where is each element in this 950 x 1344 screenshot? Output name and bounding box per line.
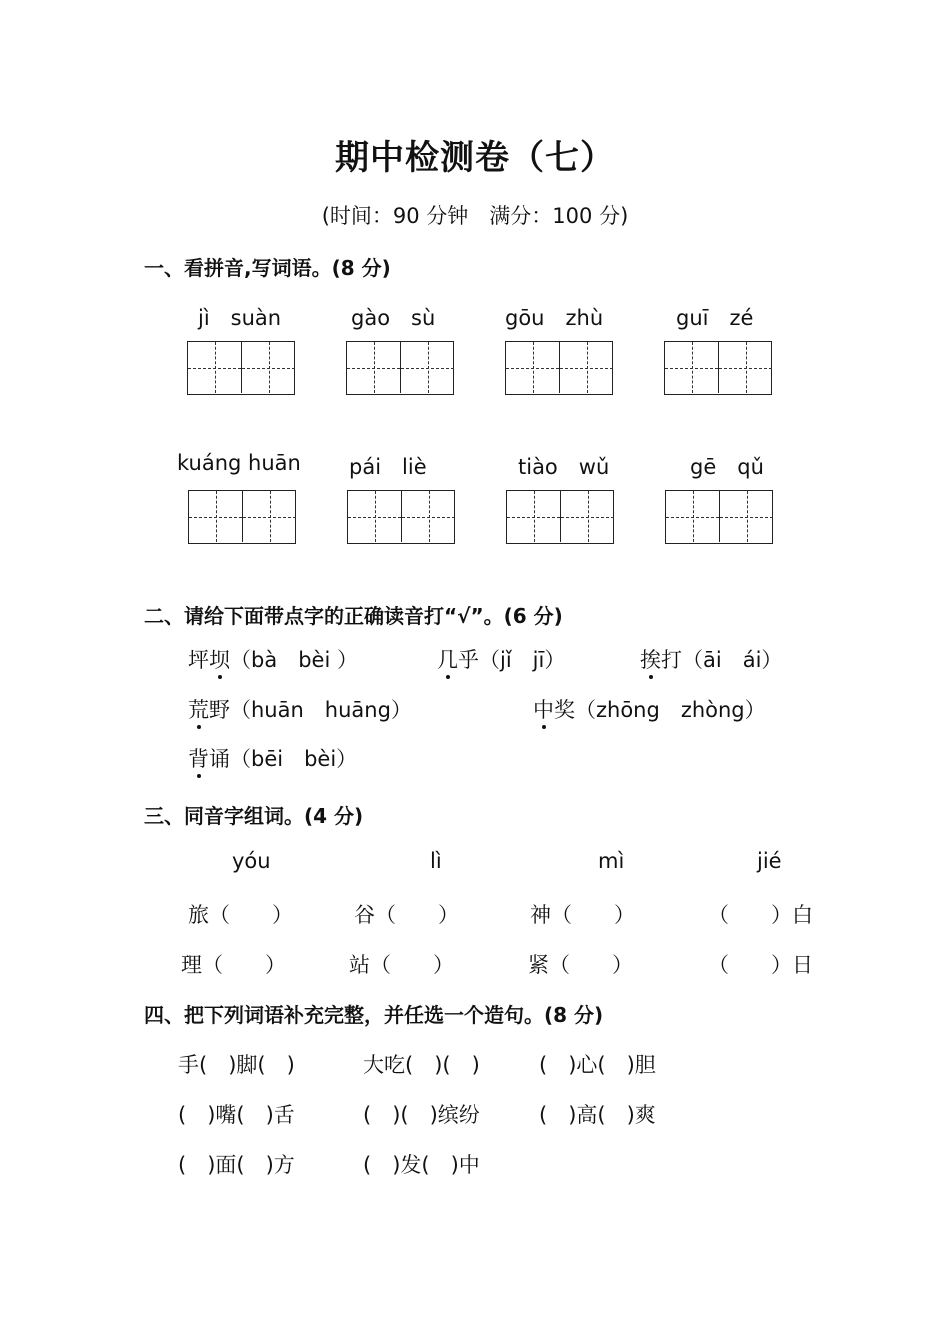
page-title: 期中检测卷（七）	[335, 138, 615, 178]
writing-grid[interactable]	[188, 490, 296, 544]
fill-blank[interactable]: 理（ ）	[181, 953, 286, 977]
pinyin-label: gē qǔ	[690, 455, 764, 479]
reading-item: 挨打（āi ái）	[640, 644, 782, 674]
pinyin-label: yóu	[232, 849, 271, 873]
dotted-char: 中	[533, 694, 554, 724]
idiom-blank[interactable]: ( )高( )爽	[539, 1103, 656, 1127]
pinyin-label: jié	[757, 849, 782, 873]
section-4-heading: 四、把下列词语补充完整，并任选一个造句。(8 分)	[144, 1003, 604, 1027]
pinyin-label: pái liè	[349, 455, 427, 479]
dotted-char: 挨	[640, 644, 661, 674]
writing-grid[interactable]	[347, 490, 455, 544]
reading-item: 背诵（bēi bèi）	[188, 743, 357, 773]
pinyin-label: tiào wǔ	[518, 455, 610, 479]
idiom-blank[interactable]: ( )发( )中	[363, 1153, 480, 1177]
dotted-char: 几	[437, 644, 458, 674]
idiom-blank[interactable]: ( )( )缤纷	[363, 1103, 480, 1127]
writing-grid[interactable]	[664, 341, 772, 395]
reading-item: 坪坝（bà bèi ）	[188, 644, 358, 674]
writing-grid[interactable]	[505, 341, 613, 395]
pinyin-label: mì	[598, 849, 625, 873]
fill-blank[interactable]: 旅（ ）	[188, 903, 293, 927]
pinyin-label: guī zé	[676, 306, 754, 330]
section-3-heading: 三、同音字组词。(4 分)	[144, 804, 364, 828]
section-1-heading: 一、看拼音,写词语。(8 分)	[144, 256, 391, 280]
fill-blank[interactable]: 神（ ）	[530, 903, 635, 927]
idiom-blank[interactable]: ( )心( )胆	[539, 1053, 656, 1077]
pinyin-label: gōu zhù	[505, 306, 604, 330]
writing-grid[interactable]	[346, 341, 454, 395]
fill-blank[interactable]: （ ）白	[708, 903, 813, 927]
reading-item: 几乎（jǐ jī）	[437, 644, 565, 674]
fill-blank[interactable]: 谷（ ）	[354, 903, 459, 927]
exam-info: (时间：90 分钟 满分：100 分)	[321, 204, 629, 228]
reading-item: 荒野（huān huāng）	[188, 694, 412, 724]
fill-blank[interactable]: （ ）日	[708, 953, 813, 977]
writing-grid[interactable]	[665, 490, 773, 544]
idiom-blank[interactable]: 手( )脚( )	[178, 1053, 295, 1077]
reading-item: 中奖（zhōng zhòng）	[533, 694, 766, 724]
writing-grid[interactable]	[506, 490, 614, 544]
writing-grid[interactable]	[187, 341, 295, 395]
pinyin-label: gào sù	[351, 306, 436, 330]
pinyin-label: lì	[430, 849, 442, 873]
fill-blank[interactable]: 紧（ ）	[528, 953, 633, 977]
section-2-heading: 二、请给下面带点字的正确读音打“√”。(6 分)	[144, 604, 563, 628]
idiom-blank[interactable]: ( )嘴( )舌	[178, 1103, 295, 1127]
dotted-char: 坝	[209, 644, 230, 674]
dotted-char: 荒	[188, 694, 209, 724]
pinyin-label: kuáng huān	[177, 451, 301, 475]
dotted-char: 背	[188, 743, 209, 773]
idiom-blank[interactable]: ( )面( )方	[178, 1153, 295, 1177]
fill-blank[interactable]: 站（ ）	[349, 953, 454, 977]
pinyin-label: jì suàn	[198, 306, 282, 330]
idiom-blank[interactable]: 大吃( )( )	[363, 1053, 480, 1077]
